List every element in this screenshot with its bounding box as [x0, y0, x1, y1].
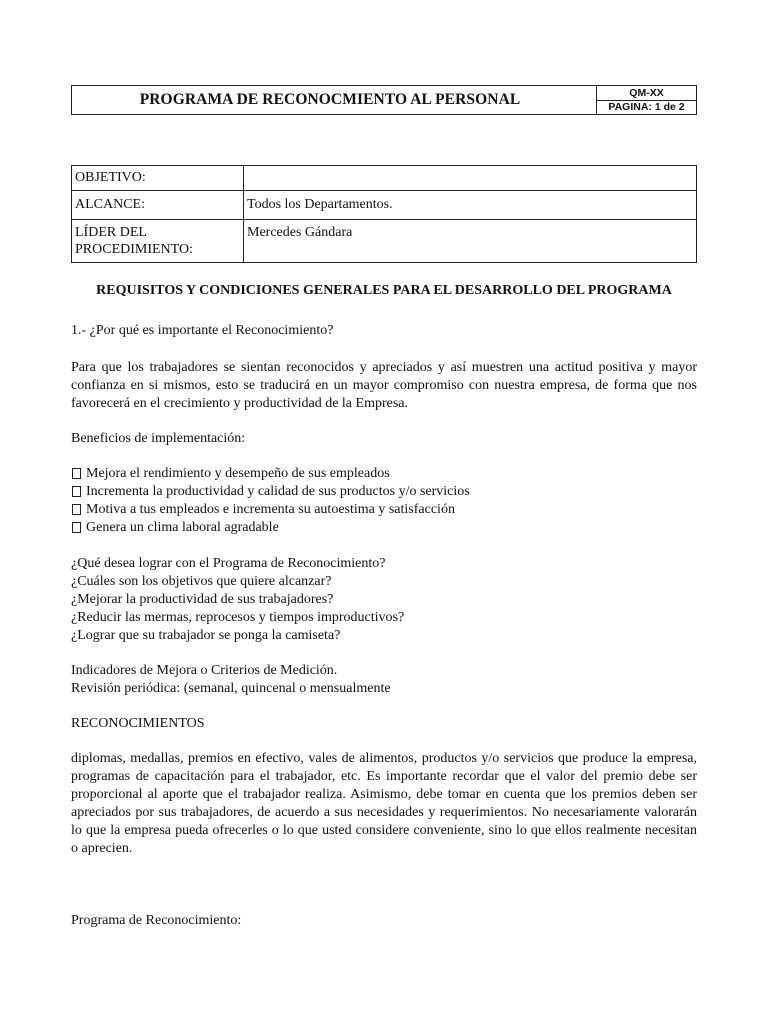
section-title: REQUISITOS Y CONDICIONES GENERALES PARA EL DESARROLLO DEL PROGRAMA	[96, 283, 672, 298]
list-item: Motiva a tus empleados e incrementa su autoestima y satisfacción	[71, 501, 697, 519]
question-line: ¿Mejorar la productividad de sus trabajadores?	[71, 592, 334, 607]
question-line: ¿Qué desea lograr con el Programa de Reconocimiento?	[71, 556, 386, 571]
benefits-heading: Beneficios de implementación:	[71, 431, 246, 446]
checkbox-glyph-icon	[72, 522, 81, 533]
question-line: ¿Cuáles son los objetivos que quiere alcanzar?	[71, 574, 332, 589]
document-header	[71, 85, 697, 115]
question-line: ¿Reducir las mermas, reprocesos y tiempos improductivos?	[71, 610, 405, 625]
benefits-list	[71, 465, 697, 537]
list-item: Incrementa la productividad y calidad de sus productos y/o servicios	[71, 483, 697, 501]
alcance-value: Todos los Departamentos.	[244, 191, 697, 220]
info-table	[71, 165, 697, 263]
alcance-label: ALCANCE:	[72, 191, 244, 220]
checkbox-glyph-icon	[72, 504, 81, 515]
paragraph-importance: Para que los trabajadores se sientan reconocidos y apreciados y así muestren una actitud positiva y mayor confianza en si mismos, esto se traducirá en un mayor compromiso con nuestra empresa, de forma que nos favorecerá en el crecimiento y productividad de la Empresa.	[71, 360, 697, 411]
recognitions-heading: RECONOCIMIENTOS	[71, 716, 205, 731]
indicators-line: Indicadores de Mejora o Criterios de Medición.	[71, 663, 338, 678]
paragraph-recognitions: diplomas, medallas, premios en efectivo, vales de alimentos, productos y/o servicios que produce la empresa, programas de capacitación para el trabajador, etc. Es importante recordar que el valor del premio debe ser proporcional al aporte que el trabajador realiza. Asimismo, debe tomar en cuenta que los premios deben ser apreciados por sus trabajadores, de acuerdo a sus necesidades y requerimientos. No necesariamente valorarán lo que la empresa pueda ofrecerles o lo que usted considere conveniente, sino lo que ellos realmente necesitan o aprecien.	[71, 751, 697, 856]
lider-label-line-1: LÍDER DEL	[75, 225, 147, 240]
indicators-line: Revisión periódica: (semanal, quincenal o mensualmente	[71, 681, 391, 696]
list-item: Mejora el rendimiento y desempeño de sus empleados	[71, 465, 697, 483]
table-row	[72, 220, 697, 263]
question-heading: 1.- ¿Por qué es importante el Reconocimiento?	[71, 323, 334, 338]
lider-value: Mercedes Gándara	[244, 220, 697, 263]
program-heading: Programa de Reconocimiento:	[71, 913, 242, 928]
document-code: QM-XX	[597, 86, 696, 101]
document-code-box	[596, 86, 696, 114]
lider-label	[72, 220, 244, 263]
list-item: Genera un clima laboral agradable	[71, 519, 697, 537]
lider-label-line-2: PROCEDIMIENTO:	[75, 242, 193, 257]
questions-block	[71, 555, 697, 645]
objetivo-value	[244, 166, 697, 191]
checkbox-glyph-icon	[72, 486, 81, 497]
page-number: PAGINA: 1 de 2	[608, 101, 685, 114]
question-line: ¿Lograr que su trabajador se ponga la camiseta?	[71, 628, 341, 643]
document-title: PROGRAMA DE RECONOCMIENTO AL PERSONAL	[139, 91, 521, 108]
indicators-block	[71, 662, 697, 698]
table-row	[72, 166, 697, 191]
checkbox-glyph-icon	[72, 468, 81, 479]
table-row	[72, 191, 697, 220]
objetivo-label: OBJETIVO:	[72, 166, 244, 191]
